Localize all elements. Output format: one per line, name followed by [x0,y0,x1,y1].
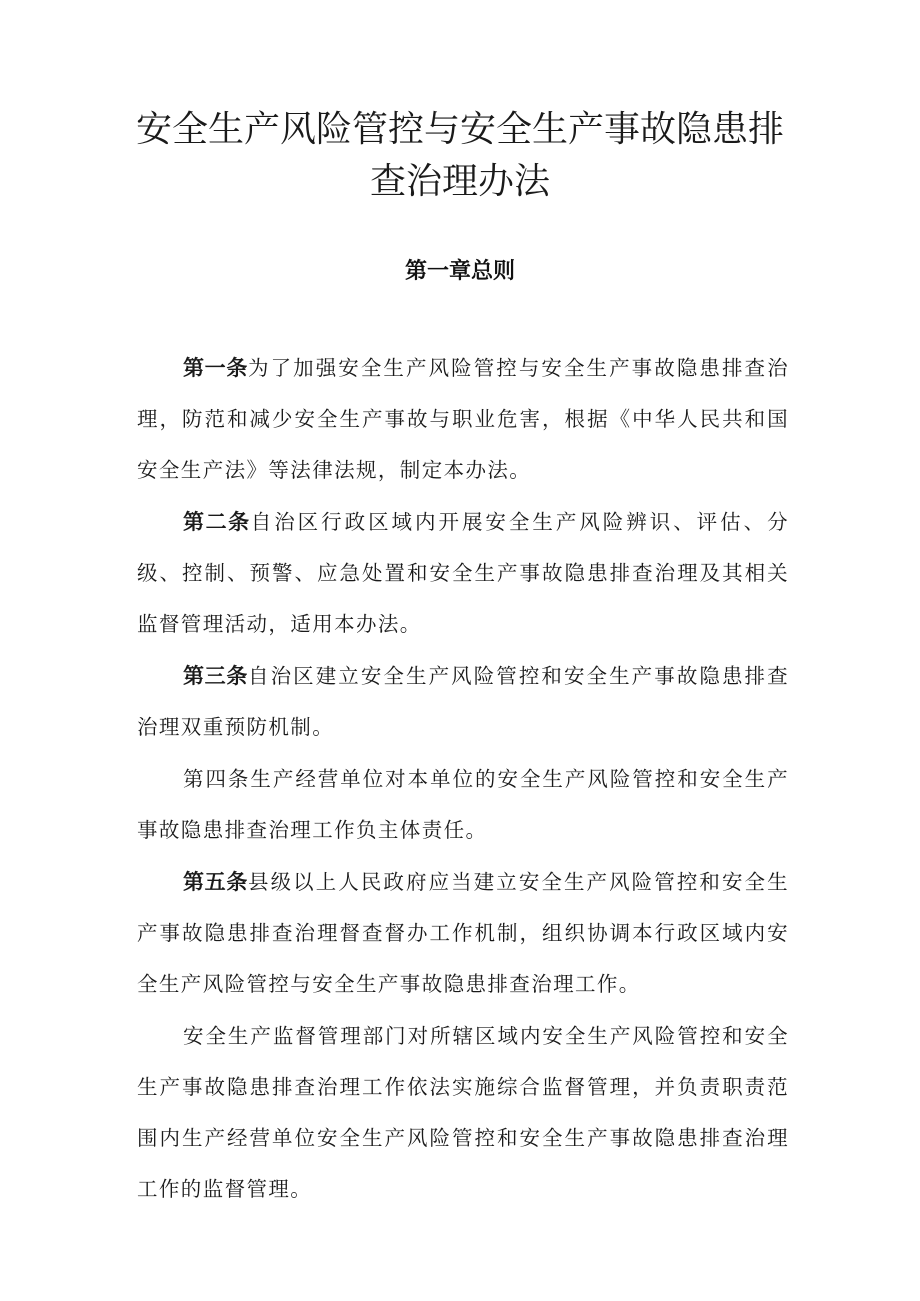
article-4 [137,754,789,856]
article-2-heading: 第二条 [183,510,251,534]
article-1 [137,343,789,496]
article-4-text: 第四条生产经营单位对本单位的安全生产风险管控和安全生产事故隐患排查治理工作负主体责任。 [137,767,789,842]
article-3-heading: 第三条 [183,664,249,688]
article-1-text: 为了加强安全生产风险管控与安全生产事故隐患排查治理，防范和减少安全生产事故与职业危害，根据《中华人民共和国安全生产法》等法律法规，制定本办法。 [137,356,789,482]
article-3-text: 自治区建立安全生产风险管控和安全生产事故隐患排查治理双重预防机制。 [137,664,789,739]
chapter-title: 第一章总则 [404,259,515,284]
article-2-text: 自治区行政区域内开展安全生产风险辨识、评估、分级、控制、预警、应急处置和安全生产事故隐患排查治理及其相关监督管理活动，适用本办法。 [137,510,789,636]
article-2 [137,497,789,650]
article-3 [137,651,789,753]
article-5-heading: 第五条 [183,870,249,894]
document-title: 安全生产风险管控与安全生产事故隐患排查治理办法 [135,109,784,202]
article-5 [137,857,789,1010]
document-body [137,343,789,1216]
article-1-heading: 第一条 [183,356,249,380]
article-5-paragraph-2 [137,1011,789,1215]
article-5-paragraph-2-text: 安全生产监督管理部门对所辖区域内安全生产风险管控和安全生产事故隐患排查治理工作依法实施综合监督管理，并负责职责范围内生产经营单位安全生产风险管控和安全生产事故隐患排查治理工作的监督管理。 [137,1024,789,1201]
article-5-text: 县级以上人民政府应当建立安全生产风险管控和安全生产事故隐患排查治理督查督办工作机制，组织协调本行政区域内安全生产风险管控与安全生产事故隐患排查治理工作。 [137,870,789,996]
